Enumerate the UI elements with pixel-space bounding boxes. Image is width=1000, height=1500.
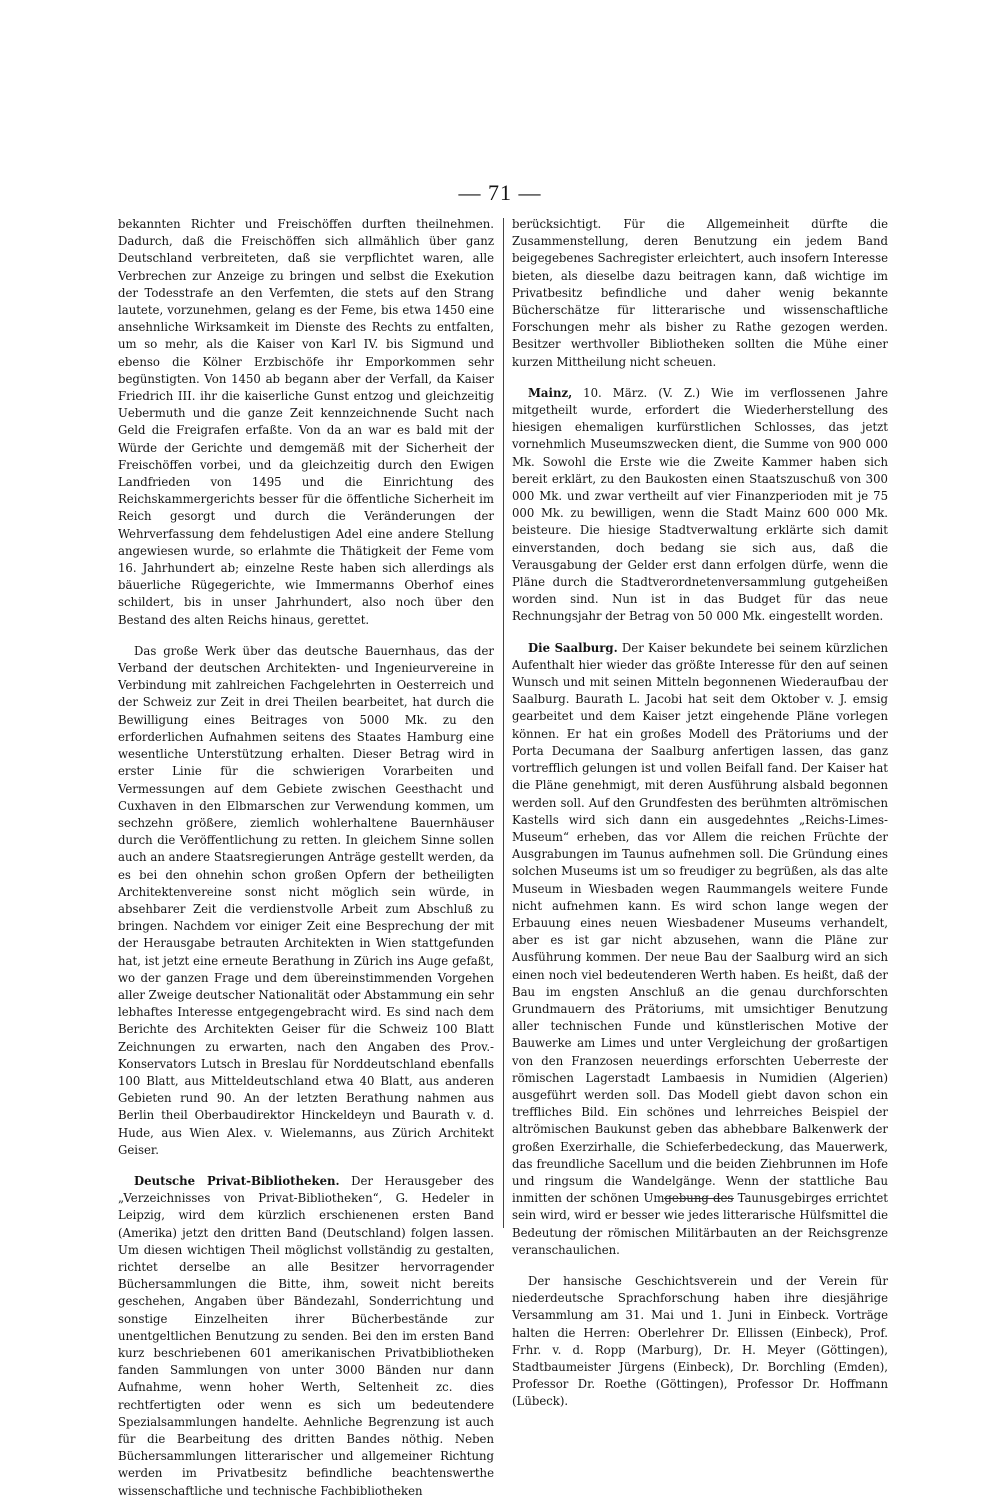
- article-privat-bibliotheken-continued: berücksichtigt. Für die Allgemeinheit dürfte die Zusammenstellung, deren Benutzung ein jedem Band beigegebenes Sachregister erleichtert, auch insofern Interesse bieten, als dieselbe dazu beitragen kann, daß wichtige im Privatbesitz befindliche und daher wenig bekannte Bücherschätze für litterarische und wissenschaftliche Forschungen mehr als bisher zu Rathe gezogen werden. Besitzer werthvoller Bibliotheken sollten die Mühe einer kurzen Mittheilung nicht scheuen.: [512, 217, 888, 369]
- article-body-saalburg: Der Kaiser bekundete bei seinem kürzlichen Aufenthalt hier wieder das größte Interesse für den auf seinen Wunsch und mit seinen Mitteln begonnenen Wiederaufbau der Saalburg. Baurath L. Jacobi hat seit dem Oktober v. J. emsig gearbeitet und dem Kaiser jetzt eingehende Pläne vorlegen können. Er hat ein großes Modell des Prätoriums und der Porta Decumana der Saalburg anfertigen lassen, das ganz vortrefflich gelungen ist und vollen Beifall fand. Der Kaiser hat die Pläne genehmigt, mit deren Ausführung alsbald begonnen werden soll. Auf den Grundfesten des berühmten altrömischen Kastells wird sich dann ein ausgedehntes „Reichs-Limes-Museum“ erheben, das vor Allem die reichen Früchte der Ausgrabungen im Taunus aufnehmen soll. Die Gründung eines solchen Museums ist um so freudiger zu begrüßen, als das alte Museum in Wiesbaden wegen Raummangels weitere Funde nicht aufnehmen kann. Es wird schon lange wegen der Erbauung eines neuen Wiesbadener Museums verhandelt, aber es ist gar nicht abzusehen, wann die Pläne zur Ausführung kommen. Der neue Bau der Saalburg wird an sich einen noch viel bedeutenderen Werth haben. Es heißt, daß der Bau im engsten Anschluß an die genau durchforschten Grundmauern des Prätoriums, mit umsichtiger Benutzung aller technischen Funde und künstlerischen Motive der Bauwerke am Limes und unter Vergleichung der großartigen von den Franzosen neuerdings erforschten Ueberreste der römischen Lagerstadt Lambaesis in Numidien (Algerien) ausgeführt werden soll. Das Modell giebt davon schon ein treffliches Bild. Ein schönes und lehrreiches Beispiel der altrömischen Baukunst geben das abhebbare Balkenwerk der großen Exerzirhalle, die Schieferbedeckung, das Mauerwerk, das freundliche Sacellum und die beiden Ziehbrunnen im Hofe und ringsum die Wandelgänge. Wenn der stattliche Bau inmitten der schönen Umgebung des Taunusgebirges errichtet sein wird, wird er besser wie jedes litterarische Hülfsmittel die Bedeutung der römischen Militärbauten an der Reichsgrenze veranschaulichen.: [512, 640, 888, 1257]
- article-heading-mainz: Mainz,: [528, 385, 573, 400]
- end-rule: [664, 1198, 734, 1199]
- article-privat-bibliotheken: [118, 1173, 494, 1500]
- article-heading-saalburg: Die Saalburg.: [528, 640, 618, 655]
- article-heading-privat-bibliotheken: Deutsche Privat-Bibliotheken.: [134, 1173, 340, 1188]
- article-mainz: [512, 385, 888, 626]
- column-divider: [503, 218, 504, 1228]
- article-bauernhaus: Das große Werk über das deutsche Bauernhaus, das der Verband der deutschen Architekten- und Ingenieurvereine in Verbindung mit zahlreichen Fachgelehrten in Oesterreich und der Schweiz zur Zeit in drei Theilen bearbeitet, hat durch die Bewilligung eines Beitrages von 5000 Mk. zu den erforderlichen Aufnahmen seitens des Staates Hamburg eine wesentliche Unterstützung erhalten. Dieser Betrag wird in erster Linie für die schwierigen Vorarbeiten und Vermessungen auf dem Gebiete zwischen Geesthacht und Cuxhaven in den Elbmarschen zur Verwendung kommen, um sechzehn größere, ziemlich wohlerhaltene Bauernhäuser durch die Veröffentlichung zu retten. In gleichem Sinne sollen auch an andere Staatsregierungen Anträge gestellt werden, da es bei den ohnehin schon großen Opfern der betheiligten Architektenvereine sonst nicht möglich sein würde, in absehbarer Zeit die verdienstvolle Arbeit zum Abschluß zu bringen. Nachdem vor einiger Zeit eine Besprechung der mit der Herausgabe betrauten Architekten in Wien stattgefunden hat, ist jetzt eine erneute Berathung in Zürich ins Auge gefaßt, wo der ganzen Frage und dem übereinstimmenden Vorgehen aller Zweige deutscher Nationalität oder Abstammung ein sehr lebhaftes Interesse entgegengebracht wird. Es sind nach dem Berichte des Architekten Geiser für die Schweiz 100 Blatt Zeichnungen zu erwarten, nach den Angaben des Prov.-Konservators Lutsch in Breslau für Norddeutschland ebenfalls 100 Blatt, aus Mitteldeutschland etwa 40 Blatt, aus anderen Gebieten rund 90. An der letzten Berathung nahmen aus Berlin theil Oberbaudirektor Hinckeldeyn und Baurath v. d. Hude, aus Wien Alex. v. Wielemanns, aus Zürich Architekt Geiser.: [118, 643, 494, 1157]
- article-body-privat-bibliotheken: Der Herausgeber des „Verzeichnisses von Privat-Bibliotheken“, G. Hedeler in Leipzig, wird dem kürzlich erschienenen ersten Band (Amerika) jetzt den dritten Band (Deutschland) folgen lassen. Um diesen wichtigen Theil möglichst vollständig zu gestalten, richtet derselbe an alle Besitzer hervorragender Büchersammlungen die Bitte, ihm, soweit nicht bereits geschehen, Angaben über Bändezahl, Sonderrichtung und sonstige Einzelheiten ihrer Bücherbestände zur unentgeltlichen Benutzung zu senden. Bei den im ersten Band kurz beschriebenen 601 amerikanischen Privatbibliotheken fanden Sammlungen von unter 3000 Bänden nur dann Aufnahme, wenn hoher Werth, Seltenheit zc. dies rechtfertigten oder wenn es sich um bedeutendere Spezialsammlungen handelte. Aehnliche Begrenzung ist auch für die Bearbeitung des dritten Bandes nöthig. Neben Büchersammlungen litterarischer und allgemeiner Richtung werden im Privatbesitz befindliche beachtenswerthe wissenschaftliche und technische Fachbibliotheken: [118, 1173, 494, 1498]
- left-column: [118, 216, 494, 1500]
- article-body-mainz: 10. März. (V. Z.) Wie im verflossenen Jahre mitgetheilt wurde, erfordert die Wiederherstellung des hiesigen ehemaligen kurfürstlichen Schlosses, das jetzt vornehmlich Museumszwecken dient, die Summe von 900 000 Mk. Sowohl die Erste wie die Zweite Kammer haben sich bereit erklärt, zu den Baukosten einen Staatszuschuß von 300 000 Mk. und zwar vertheilt auf vier Finanzperioden mit je 75 000 Mk. zu bewilligen, wenn die Stadt Mainz 600 000 Mk. beisteure. Die hiesige Stadtverwaltung erklärte sich damit einverstanden, doch bedang sie sich aus, daß die Verausgabung der Gelder erst dann erfolgen dürfe, wenn die Pläne durch die Stadtverordnetenversammlung gutgeheißen worden sind. Nun ist in das Budget für das neue Rechnungsjahr der Betrag von 50 000 Mk. eingestellt worden.: [512, 385, 888, 624]
- article-geschichtsverein: Der hansische Geschichtsverein und der Verein für niederdeutsche Sprachforschung haben ihre diesjährige Versammlung am 31. Mai und 1. Juni in Einbeck. Vorträge halten die Herren: Oberlehrer Dr. Ellissen (Einbeck), Prof. Frhr. v. d. Ropp (Marburg), Dr. H. Meyer (Göttingen), Stadtbaumeister Jürgens (Einbeck), Dr. Borchling (Emden), Professor Dr. Roethe (Göttingen), Professor Dr. Hoffmann (Lübeck).: [512, 1273, 888, 1409]
- article-feme-continued: bekannten Richter und Freischöffen durften theilnehmen. Dadurch, daß die Freischöffen sich allmählich über ganz Deutschland verbreiteten, daß sie verpflichtet waren, alle Verbrechen zur Anzeige zu bringen und selbst die Exekution der Todesstrafe an den Verfemten, die stets auf den Strang lautete, vorzunehmen, gelang es der Feme, bis etwa 1450 eine ansehnliche Wirksamkeit im Dienste des Rechts zu entfalten, um so mehr, als die Kaiser von Karl IV. bis Sigmund und ebenso die Kölner Erzbischöfe ihr Emporkommen sehr begünstigten. Von 1450 ab begann aber der Verfall, da Kaiser Friedrich III. ihr die kaiserliche Gunst entzog und gleichzeitig Uebermuth und die ganze Zeit kennzeichnende Sucht nach Geld die Freigrafen erfaßte. Von da an war es bald mit der Würde der Gerichte und demgemäß mit der Sicherheit der Freischöffen vorbei, und da gleichzeitig durch den Ewigen Landfrieden von 1495 und die Einrichtung des Reichskammergerichts besser für die öffentliche Sicherheit im Reich gesorgt und durch die Veränderungen der Wehrverfassung dem fehdelustigen Adel eine andere Stellung angewiesen wurde, so erlahmte die Thätigkeit der Feme vom 16. Jahrhundert ab; einzelne Reste haben sich allerdings als bäuerliche Rügegerichte, wie Immermanns Oberhof eines schildert, bis in unser Jahrhundert, also noch über den Bestand des alten Reichs hinaus, gerettet.: [118, 217, 494, 627]
- right-column: [512, 216, 888, 1411]
- page-number: — 71 —: [458, 180, 542, 205]
- article-saalburg: [512, 640, 888, 1259]
